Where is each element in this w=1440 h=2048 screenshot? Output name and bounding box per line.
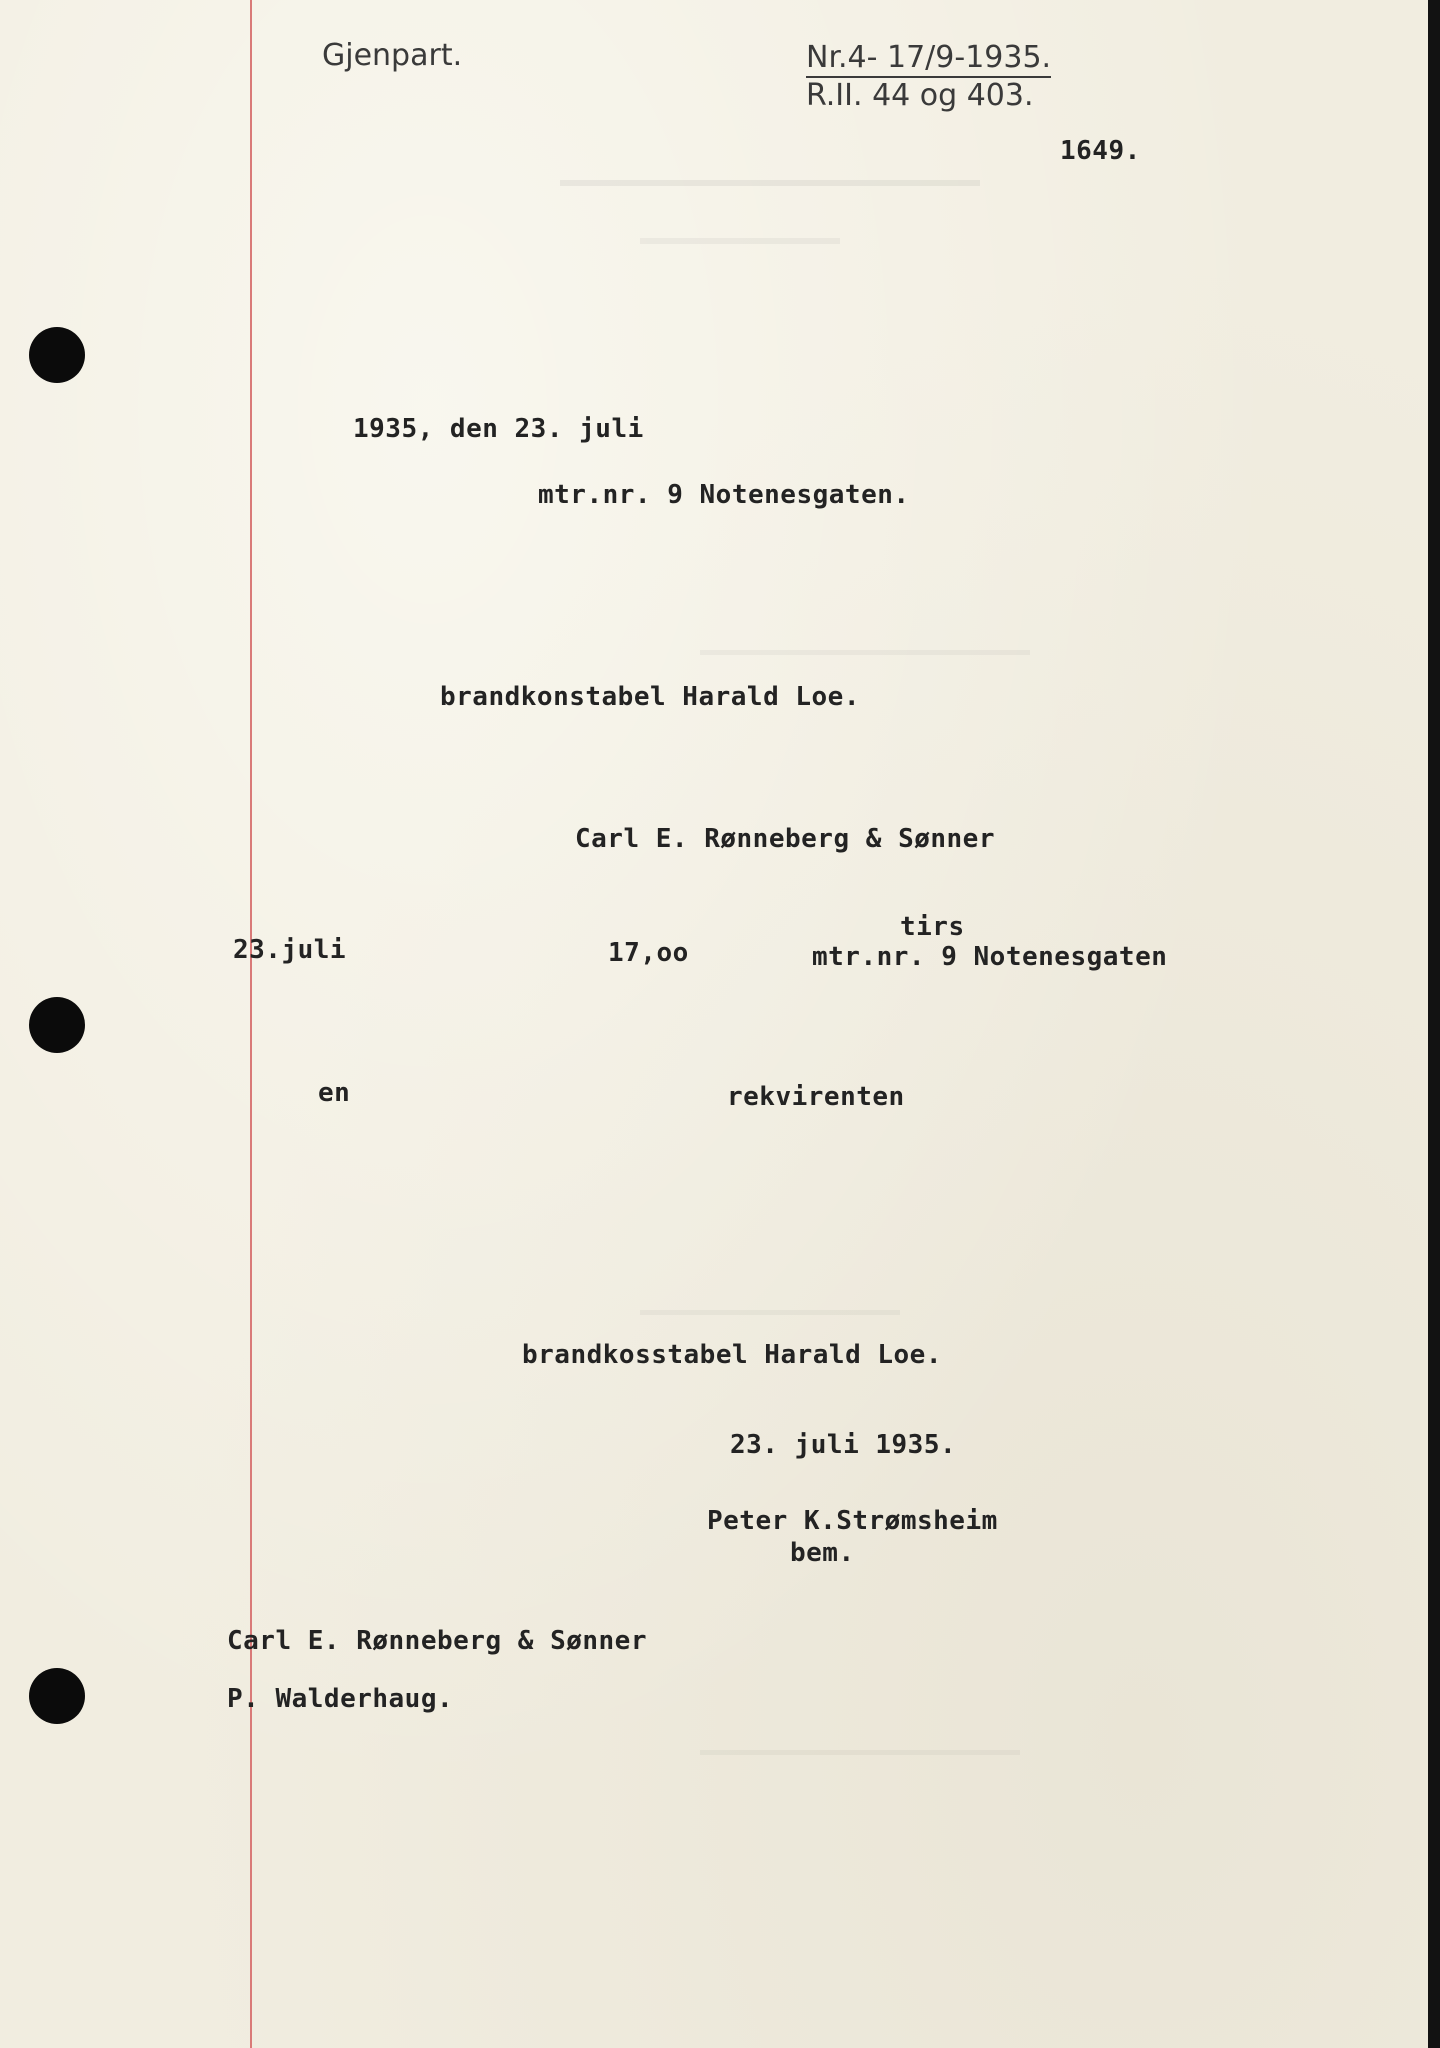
requester-line: Carl E. Rønneberg & Sønner <box>575 824 995 854</box>
property-line: mtr.nr. 9 Notenesgaten. <box>538 480 910 510</box>
signer-officer: brandkosstabel Harald Loe. <box>522 1340 942 1370</box>
attendee-count: en <box>318 1078 351 1108</box>
session-place: mtr.nr. 9 Notenesgaten <box>812 942 1168 972</box>
session-date: 23.juli <box>233 935 347 965</box>
witness-name: Peter K.Strømsheim <box>707 1506 998 1536</box>
record-date-line: 1935, den 23. juli <box>353 414 644 444</box>
copy-mark: Gjenpart. <box>322 38 463 73</box>
punch-hole-icon <box>29 997 85 1053</box>
party-line-2: P. Walderhaug. <box>227 1684 454 1714</box>
closing-date: 23. juli 1935. <box>730 1430 957 1460</box>
officer-line: brandkonstabel Harald Loe. <box>440 682 860 712</box>
session-time: 17,oo <box>608 938 689 968</box>
scan-edge <box>1428 0 1440 2048</box>
register-reference: R.II. 44 og 403. <box>806 78 1034 113</box>
red-margin-line <box>250 0 252 2048</box>
party-line-1: Carl E. Rønneberg & Sønner <box>227 1626 647 1656</box>
attendee: rekvirenten <box>727 1082 905 1112</box>
weekday: tirs <box>900 912 965 942</box>
witness-note: bem. <box>790 1538 855 1568</box>
case-number: Nr.4- 17/9-1935. <box>806 40 1051 78</box>
punch-hole-icon <box>29 1668 85 1724</box>
page-number: 1649. <box>1060 136 1141 166</box>
punch-hole-icon <box>29 327 85 383</box>
